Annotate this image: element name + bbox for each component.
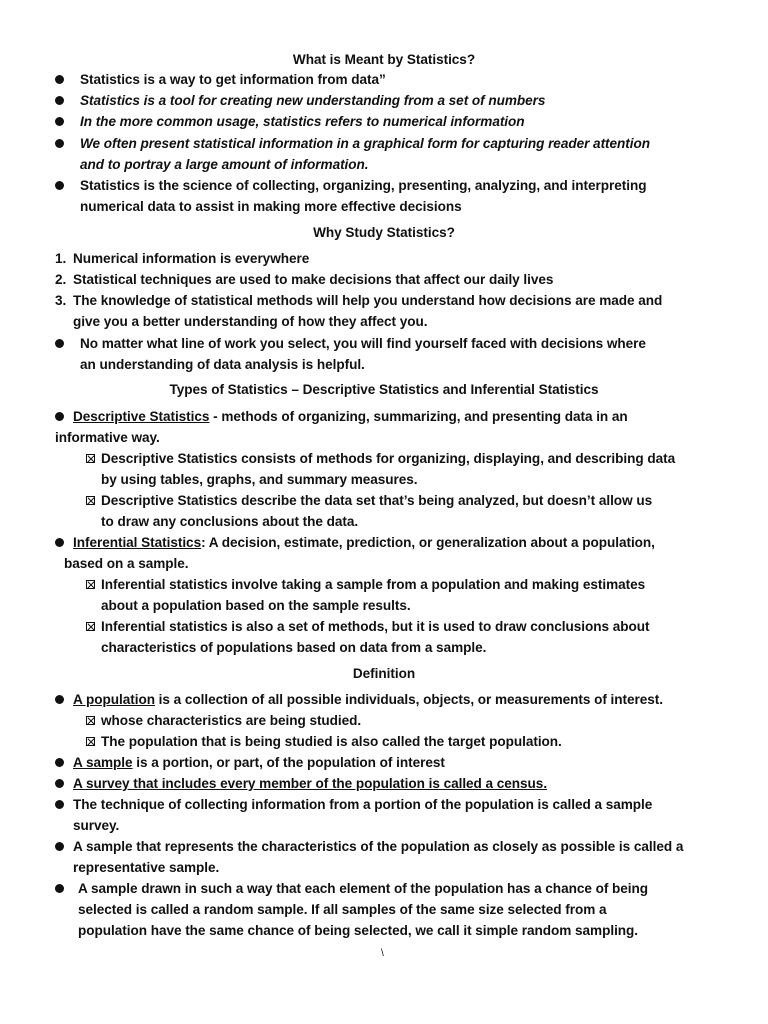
checkbox-x-icon xyxy=(86,716,95,725)
list-number: 2. xyxy=(55,272,67,287)
text-line: No matter what line of work you select, you will find yourself faced with decisions where xyxy=(80,336,646,351)
text-line: by using tables, graphs, and summary measures. xyxy=(101,472,418,487)
bullet-dot xyxy=(55,96,64,105)
bullet-dot xyxy=(55,538,64,547)
text-line: characteristics of populations based on data from a sample. xyxy=(101,640,487,655)
text-line: representative sample. xyxy=(73,860,220,875)
bullet-dot xyxy=(55,181,64,190)
text-line: The technique of collecting information from a portion of the population is called a sample xyxy=(73,797,653,812)
text-line: Inferential statistics involve taking a sample from a population and making estimates xyxy=(101,577,646,592)
text-line: Statistics is the science of collecting, organizing, presenting, analyzing, and interpreting xyxy=(80,178,647,193)
text-line: Statistics is a way to get information from data” xyxy=(80,72,386,87)
checkbox-x-icon xyxy=(86,496,95,505)
text-line: whose characteristics are being studied. xyxy=(101,713,362,728)
text-line: We often present statistical information in a graphical form for capturing reader attention xyxy=(80,136,650,151)
bullet-dot xyxy=(55,412,64,421)
text-line: Numerical information is everywhere xyxy=(73,251,310,266)
page-mark: \ xyxy=(381,948,384,959)
term-sample: A sample xyxy=(73,755,133,770)
text-line: population have the same chance of being selected, we call it simple random sampling. xyxy=(78,923,639,938)
text-line: A sample that represents the characteristics of the population as closely as possible is called a xyxy=(73,839,684,854)
term-definition: : A decision, estimate, prediction, or generalization about a population, xyxy=(201,535,655,550)
text-line: survey. xyxy=(73,818,120,833)
census-definition: A survey that includes every member of the population is called a census. xyxy=(73,776,548,791)
text-line: based on a sample. xyxy=(64,556,189,571)
bullet-dot xyxy=(55,758,64,767)
bullet-dot xyxy=(55,800,64,809)
term-definition: is a portion, or part, of the population of interest xyxy=(132,755,445,770)
text-line: Statistics is a tool for creating new understanding from a set of numbers xyxy=(80,93,546,108)
text-line: A sample drawn in such a way that each element of the population has a chance of being xyxy=(78,881,649,896)
text-line: Statistical techniques are used to make decisions that affect our daily lives xyxy=(73,272,554,287)
term-definition: is a collection of all possible individuals, objects, or measurements of interest. xyxy=(154,692,663,707)
bullet-dot xyxy=(55,779,64,788)
text-line: informative way. xyxy=(55,430,160,445)
section-heading: Types of Statistics – Descriptive Statistics and Inferential Statistics xyxy=(169,382,599,397)
text-line: to draw any conclusions about the data. xyxy=(101,514,359,529)
list-number: 1. xyxy=(55,251,67,266)
bullet-dot xyxy=(55,695,64,704)
text-line: an understanding of data analysis is helpful. xyxy=(80,357,365,372)
text-line: numerical data to assist in making more effective decisions xyxy=(80,199,462,214)
term-population: A population xyxy=(73,692,155,707)
text-line: and to portray a large amount of information. xyxy=(80,157,369,172)
page-title: What is Meant by Statistics? xyxy=(292,52,476,67)
text-line: In the more common usage, statistics refers to numerical information xyxy=(80,114,525,129)
bullet-dot xyxy=(55,339,64,348)
term-descriptive-statistics: Descriptive Statistics xyxy=(73,409,210,424)
bullet-dot xyxy=(55,884,64,893)
text-line: Inferential statistics is also a set of methods, but it is used to draw conclusions about xyxy=(101,619,650,634)
bullet-dot xyxy=(55,117,64,126)
bullet-dot xyxy=(55,139,64,148)
text-line: give you a better understanding of how they affect you. xyxy=(73,314,428,329)
checkbox-x-icon xyxy=(86,622,95,631)
bullet-dot xyxy=(55,842,64,851)
section-heading: Why Study Statistics? xyxy=(313,225,455,240)
text-line: Descriptive Statistics describe the data set that’s being analyzed, but doesn’t allow us xyxy=(101,493,653,508)
text-line xyxy=(73,408,628,426)
text-line: selected is called a random sample. If all samples of the same size selected from a xyxy=(78,902,607,917)
text-line: Descriptive Statistics consists of methods for organizing, displaying, and describing data xyxy=(101,451,676,466)
checkbox-x-icon xyxy=(86,580,95,589)
text-line xyxy=(73,534,655,552)
text-line xyxy=(73,754,445,772)
text-line: The population that is being studied is also called the target population. xyxy=(101,734,562,749)
bullet-dot xyxy=(55,75,64,84)
checkbox-x-icon xyxy=(86,454,95,463)
section-heading: Definition xyxy=(352,666,416,681)
list-number: 3. xyxy=(55,293,67,308)
term-definition: - methods of organizing, summarizing, and presenting data in an xyxy=(209,409,628,424)
text-line xyxy=(73,691,663,709)
text-line: The knowledge of statistical methods will help you understand how decisions are made and xyxy=(73,293,663,308)
checkbox-x-icon xyxy=(86,737,95,746)
text-line: about a population based on the sample results. xyxy=(101,598,411,613)
term-inferential-statistics: Inferential Statistics xyxy=(73,535,202,550)
